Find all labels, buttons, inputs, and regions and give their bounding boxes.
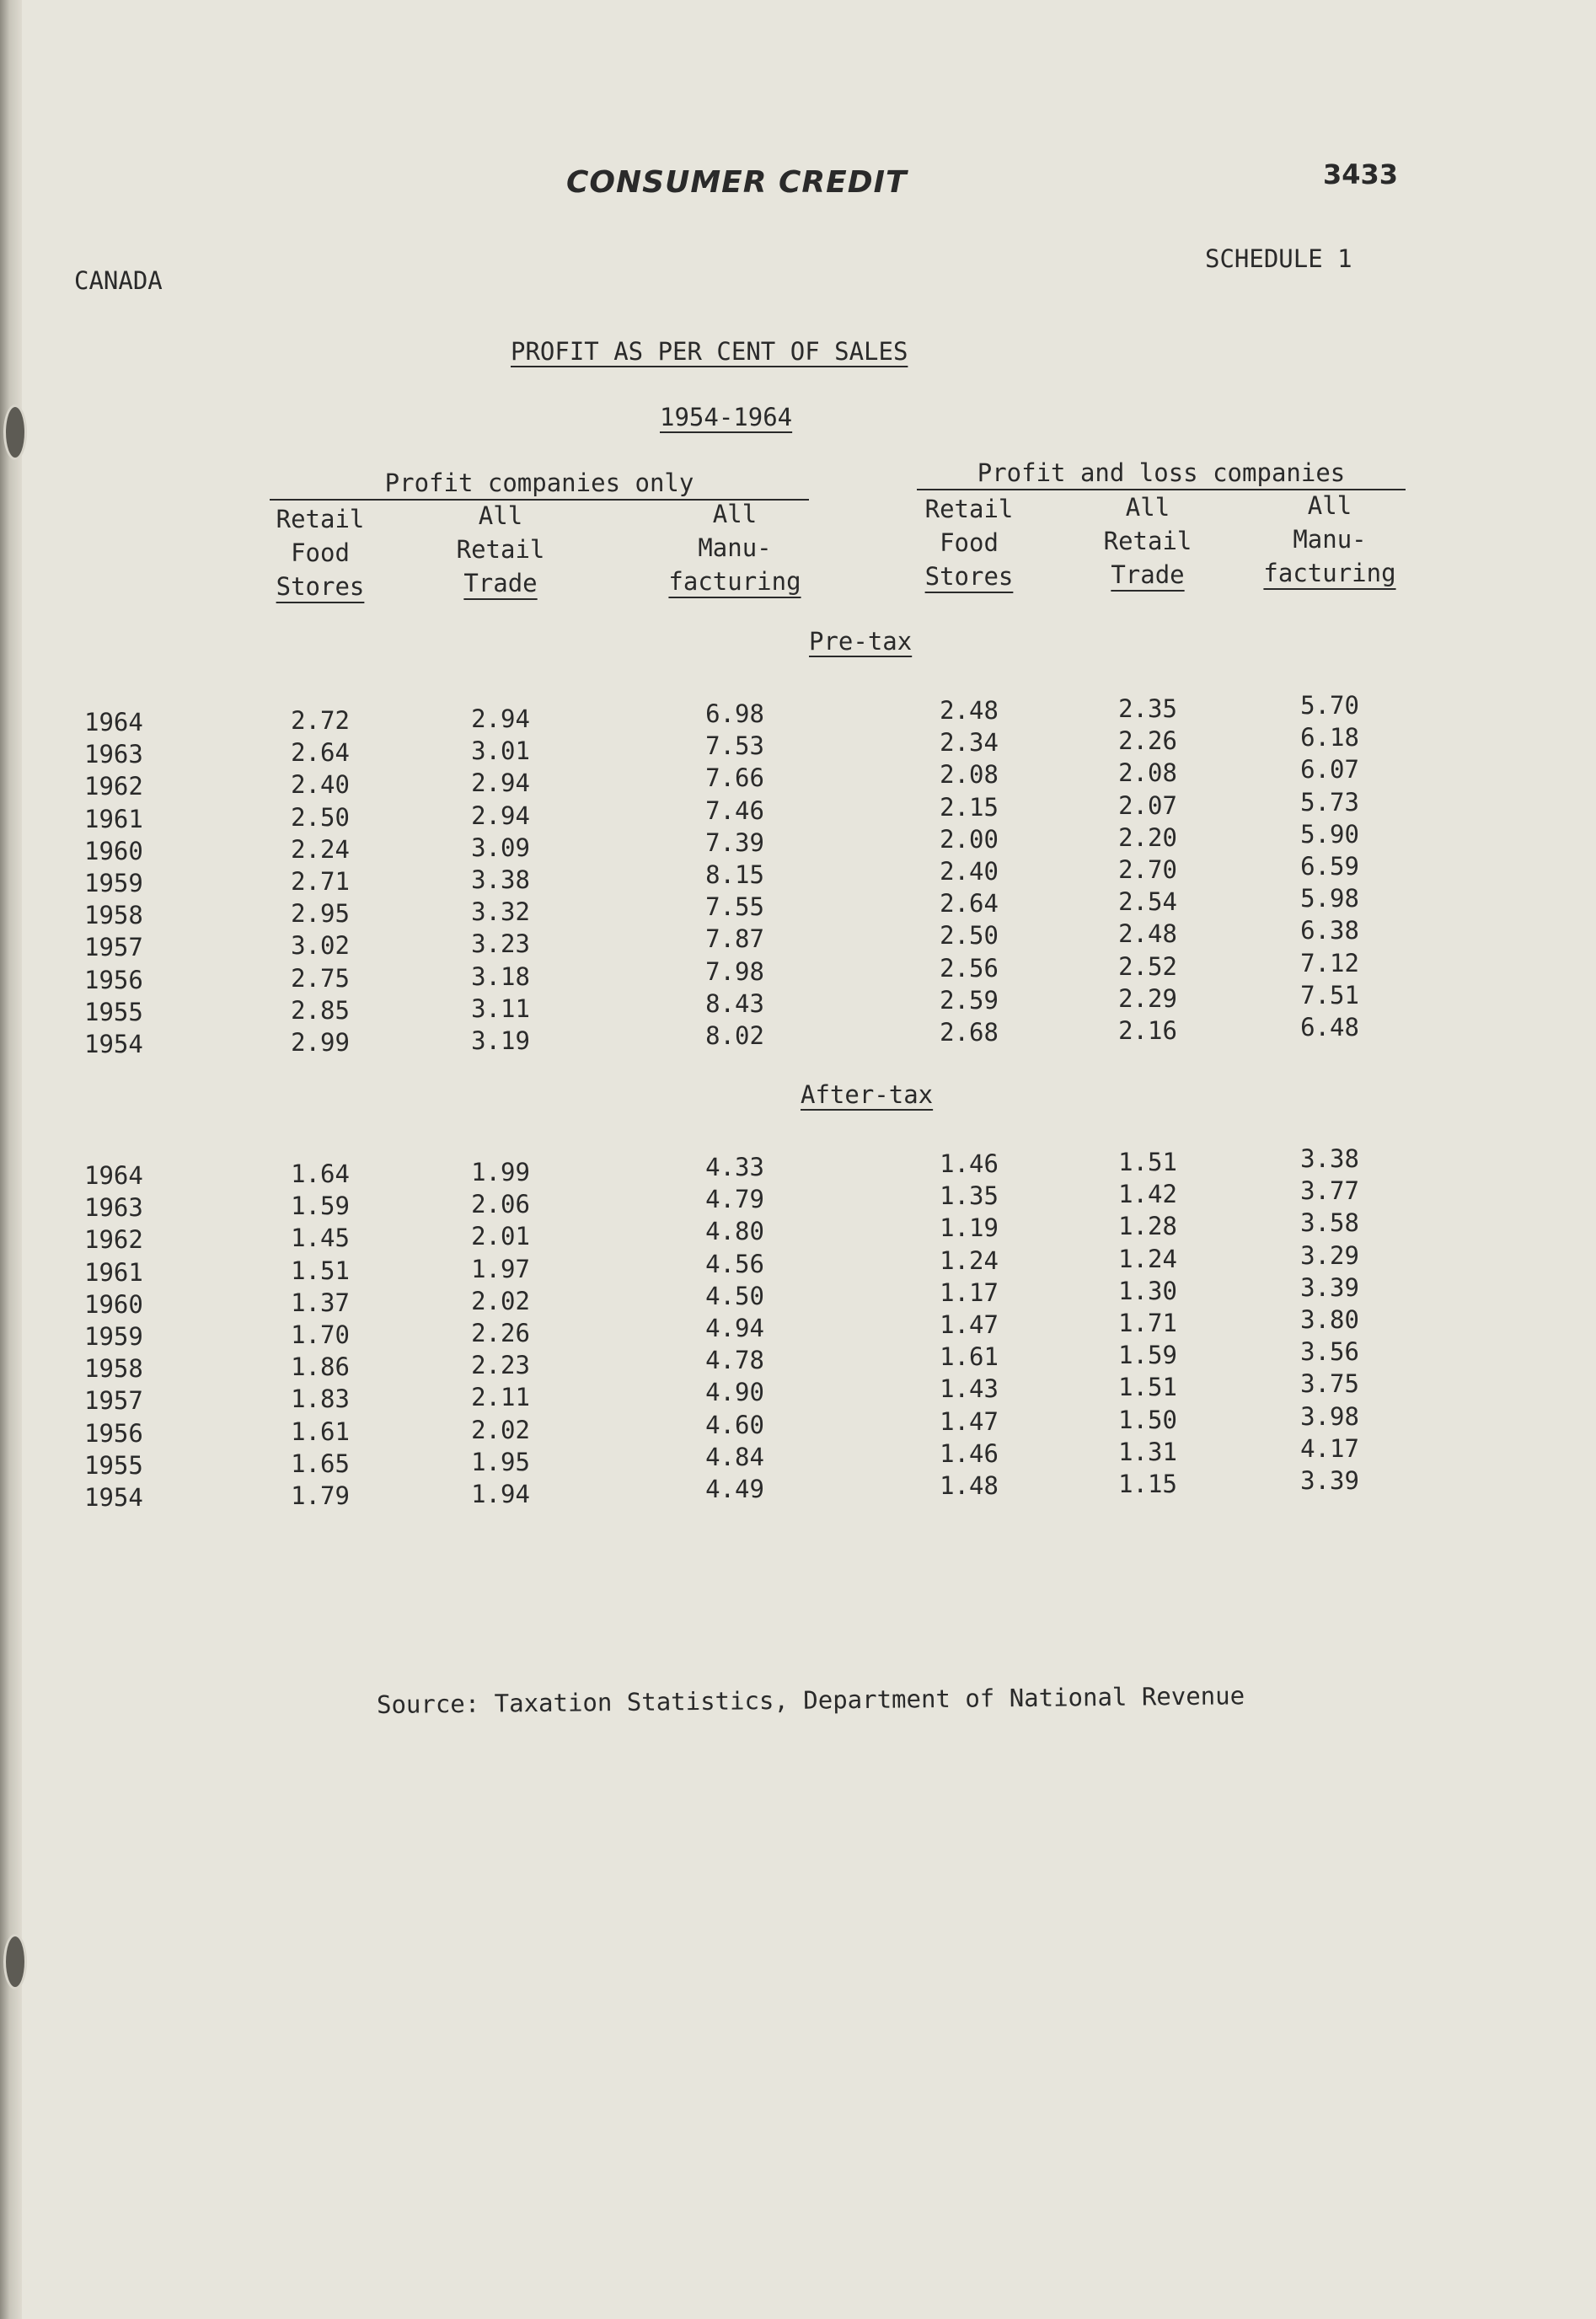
row-year: 1961	[84, 1257, 143, 1287]
table-cell: 1.15	[1118, 1470, 1177, 1498]
table-cell: 1.31	[1118, 1437, 1177, 1466]
table-cell: 3.09	[471, 833, 530, 862]
table-cell: 7.51	[1300, 980, 1359, 1010]
table-cell: 4.49	[705, 1475, 764, 1503]
table-cell: 2.16	[1118, 1016, 1177, 1045]
table-cell: 4.78	[705, 1346, 764, 1375]
table-cell: 1.86	[291, 1352, 350, 1382]
table-cell: 7.12	[1300, 948, 1359, 977]
table-cell: 1.94	[471, 1480, 530, 1508]
table-cell: 6.48	[1300, 1013, 1359, 1042]
table-cell: 7.46	[705, 795, 764, 825]
table-cell: 2.54	[1118, 887, 1177, 917]
table-cell: 3.23	[471, 929, 530, 959]
column-header-line: All	[1125, 493, 1170, 522]
table-cell: 1.70	[291, 1320, 350, 1349]
table-cell: 1.83	[291, 1384, 350, 1414]
table-cell: 1.79	[291, 1481, 350, 1510]
table-cell: 4.79	[705, 1185, 764, 1214]
table-cell: 1.24	[1118, 1244, 1177, 1273]
column-header-line: Stores	[924, 562, 1014, 591]
table-cell: 5.90	[1300, 819, 1359, 849]
table-cell: 1.71	[1118, 1309, 1177, 1337]
table-cell: 2.08	[1118, 758, 1177, 788]
table-cell: 4.60	[705, 1410, 764, 1439]
table-cell: 3.18	[471, 961, 530, 991]
table-cell: 1.47	[940, 1310, 999, 1339]
table-cell: 2.56	[940, 953, 999, 983]
table-period: 1954-1964	[660, 403, 793, 431]
row-year: 1959	[84, 869, 143, 897]
table-cell: 1.35	[940, 1181, 999, 1211]
table-cell: 6.07	[1300, 755, 1359, 785]
section-label: Pre-tax	[809, 627, 913, 656]
table-cell: 1.51	[1118, 1148, 1177, 1176]
table-cell: 2.85	[291, 995, 350, 1025]
column-header	[642, 497, 827, 598]
table-cell: 2.40	[940, 857, 999, 886]
table-cell: 1.28	[1118, 1212, 1177, 1241]
table-cell: 3.38	[471, 865, 530, 894]
column-header-line: Trade	[1111, 560, 1185, 589]
column-header	[228, 502, 413, 603]
table-cell: 2.34	[940, 728, 999, 758]
table-cell: 3.32	[471, 897, 530, 927]
column-header-line: Food	[940, 528, 999, 557]
table-cell: 7.87	[705, 924, 764, 954]
schedule-label: SCHEDULE 1	[1205, 244, 1352, 273]
table-cell: 2.29	[1118, 983, 1177, 1013]
row-year: 1964	[84, 1161, 143, 1190]
country-label: CANADA	[74, 266, 163, 295]
column-header-line: Retail	[456, 535, 545, 564]
table-cell: 5.73	[1300, 787, 1359, 817]
row-year: 1963	[84, 740, 143, 769]
table-cell: 1.65	[291, 1449, 350, 1478]
column-header-line: facturing	[1263, 559, 1396, 587]
column-header-line: All	[712, 500, 758, 528]
group-header-profit-and-loss: Profit and loss companies	[917, 458, 1406, 490]
table-cell: 2.00	[940, 824, 999, 854]
table-cell: 2.99	[291, 1028, 350, 1057]
table-cell: 8.02	[705, 1021, 764, 1050]
table-cell: 2.59	[940, 985, 999, 1015]
row-year: 1963	[84, 1193, 143, 1223]
table-cell: 1.59	[1118, 1341, 1177, 1370]
table-cell: 1.30	[1118, 1276, 1177, 1305]
table-cell: 2.48	[940, 696, 999, 725]
table-cell: 2.15	[940, 792, 999, 822]
table-cell: 2.26	[471, 1319, 530, 1347]
row-year: 1956	[84, 965, 143, 994]
table-cell: 1.61	[940, 1342, 999, 1372]
row-year: 1954	[84, 1030, 143, 1058]
table-cell: 4.90	[705, 1378, 764, 1407]
table-cell: 2.01	[471, 1222, 530, 1251]
table-cell: 1.95	[471, 1447, 530, 1476]
column-header	[1237, 489, 1422, 590]
row-year: 1957	[84, 1386, 143, 1416]
table-cell: 2.35	[1118, 694, 1177, 723]
table-cell: 2.02	[471, 1415, 530, 1444]
table-cell: 6.59	[1300, 852, 1359, 881]
column-header-line: Retail	[1103, 527, 1192, 555]
table-cell: 1.51	[1118, 1373, 1177, 1402]
table-cell: 3.98	[1300, 1401, 1359, 1431]
table-cell: 1.24	[940, 1245, 999, 1275]
table-cell: 4.56	[705, 1249, 764, 1278]
column-header	[876, 492, 1062, 593]
source-note: Source: Taxation Statistics, Department of National Revenue	[376, 1681, 1245, 1719]
table-cell: 1.37	[291, 1288, 350, 1317]
row-year: 1960	[84, 1289, 143, 1319]
table-cell: 3.19	[471, 1026, 530, 1055]
column-header	[408, 499, 593, 600]
table-cell: 1.43	[940, 1374, 999, 1404]
row-year: 1954	[84, 1483, 143, 1512]
row-year: 1960	[84, 836, 143, 865]
column-header-line: Food	[291, 538, 350, 567]
table-cell: 4.84	[705, 1442, 764, 1471]
table-cell: 6.18	[1300, 723, 1359, 752]
table-cell: 2.64	[940, 889, 999, 918]
row-year: 1955	[84, 997, 143, 1026]
row-year: 1961	[84, 804, 143, 833]
table-title: PROFIT AS PER CENT OF SALES	[511, 337, 908, 366]
table-cell: 1.19	[940, 1213, 999, 1243]
column-header-line: Stores	[276, 572, 365, 601]
table-cell: 2.06	[471, 1190, 530, 1219]
table-cell: 1.45	[291, 1224, 350, 1253]
table-cell: 4.80	[705, 1217, 764, 1246]
table-cell: 6.98	[705, 699, 764, 728]
table-cell: 2.70	[1118, 855, 1177, 884]
table-cell: 2.72	[291, 706, 350, 735]
section-label: After-tax	[801, 1080, 934, 1109]
row-year: 1962	[84, 1225, 143, 1255]
table-cell: 1.51	[291, 1256, 350, 1285]
table-cell: 8.43	[705, 988, 764, 1018]
table-cell: 3.58	[1300, 1208, 1359, 1238]
table-cell: 1.99	[471, 1158, 530, 1186]
table-cell: 3.77	[1300, 1176, 1359, 1206]
table-cell: 7.55	[705, 892, 764, 922]
table-cell: 1.42	[1118, 1180, 1177, 1209]
column-header-line: All	[1307, 491, 1352, 520]
table-cell: 2.64	[291, 738, 350, 768]
table-cell: 2.50	[291, 802, 350, 832]
table-cell: 2.94	[471, 801, 530, 830]
table-cell: 1.59	[291, 1192, 350, 1221]
table-cell: 3.56	[1300, 1337, 1359, 1367]
row-year: 1962	[84, 772, 143, 801]
table-cell: 7.98	[705, 956, 764, 986]
row-year: 1955	[84, 1450, 143, 1480]
table-cell: 2.11	[471, 1383, 530, 1412]
table-cell: 7.66	[705, 763, 764, 793]
table-cell: 7.53	[705, 731, 764, 761]
table-cell: 1.46	[940, 1149, 999, 1178]
table-cell: 2.20	[1118, 822, 1177, 852]
column-header-line: Trade	[463, 569, 538, 597]
table-cell: 2.52	[1118, 951, 1177, 981]
column-header-line: Manu-	[698, 533, 772, 562]
table-cell: 1.61	[291, 1417, 350, 1446]
table-cell: 3.38	[1300, 1144, 1359, 1173]
table-cell: 3.80	[1300, 1305, 1359, 1334]
table-cell: 4.50	[705, 1281, 764, 1310]
table-cell: 2.02	[471, 1286, 530, 1315]
table-cell: 2.23	[471, 1351, 530, 1380]
row-year: 1958	[84, 901, 143, 930]
table-cell: 2.48	[1118, 919, 1177, 949]
table-cell: 2.95	[291, 899, 350, 929]
column-header-line: All	[478, 501, 523, 530]
column-header-line: facturing	[668, 567, 801, 596]
table-cell: 1.17	[940, 1277, 999, 1307]
running-title: CONSUMER CREDIT	[566, 165, 908, 200]
table-cell: 1.48	[940, 1471, 999, 1500]
table-cell: 3.01	[471, 736, 530, 766]
binding-hole	[3, 404, 27, 460]
column-header-line: Manu-	[1293, 525, 1367, 554]
table-cell: 1.97	[471, 1254, 530, 1283]
table-cell: 3.75	[1300, 1369, 1359, 1399]
row-year: 1958	[84, 1354, 143, 1384]
column-header	[1055, 490, 1240, 592]
table-cell: 4.17	[1300, 1433, 1359, 1463]
table-cell: 4.33	[705, 1153, 764, 1181]
column-header-line: Retail	[276, 505, 365, 533]
table-cell: 7.39	[705, 827, 764, 857]
table-cell: 2.75	[291, 963, 350, 993]
table-cell: 6.38	[1300, 916, 1359, 945]
row-year: 1964	[84, 708, 143, 736]
table-cell: 3.39	[1300, 1272, 1359, 1302]
table-cell: 1.47	[940, 1406, 999, 1436]
table-cell: 2.08	[940, 760, 999, 790]
binding-hole	[3, 1934, 27, 1990]
column-header-line: Retail	[924, 495, 1014, 523]
table-cell: 2.24	[291, 834, 350, 864]
table-cell: 2.07	[1118, 790, 1177, 820]
table-cell: 2.68	[940, 1018, 999, 1047]
table-cell: 5.70	[1300, 691, 1359, 720]
table-cell: 2.94	[471, 704, 530, 733]
table-cell: 3.11	[471, 993, 530, 1023]
row-year: 1957	[84, 933, 143, 962]
table-cell: 2.26	[1118, 726, 1177, 756]
table-cell: 5.98	[1300, 884, 1359, 913]
row-year: 1959	[84, 1322, 143, 1351]
table-cell: 3.29	[1300, 1240, 1359, 1270]
table-cell: 4.94	[705, 1314, 764, 1342]
group-header-profit-only: Profit companies only	[270, 469, 809, 501]
page-number: 3433	[1323, 158, 1399, 190]
table-cell: 1.64	[291, 1160, 350, 1188]
table-cell: 2.50	[940, 921, 999, 951]
table-cell: 3.39	[1300, 1466, 1359, 1495]
table-cell: 1.46	[940, 1438, 999, 1468]
table-cell: 1.50	[1118, 1405, 1177, 1434]
table-cell: 8.15	[705, 860, 764, 889]
table-cell: 2.71	[291, 867, 350, 896]
table-cell: 3.02	[291, 931, 350, 961]
row-year: 1956	[84, 1418, 143, 1448]
table-cell: 2.94	[471, 769, 530, 798]
table-cell: 2.40	[291, 770, 350, 800]
